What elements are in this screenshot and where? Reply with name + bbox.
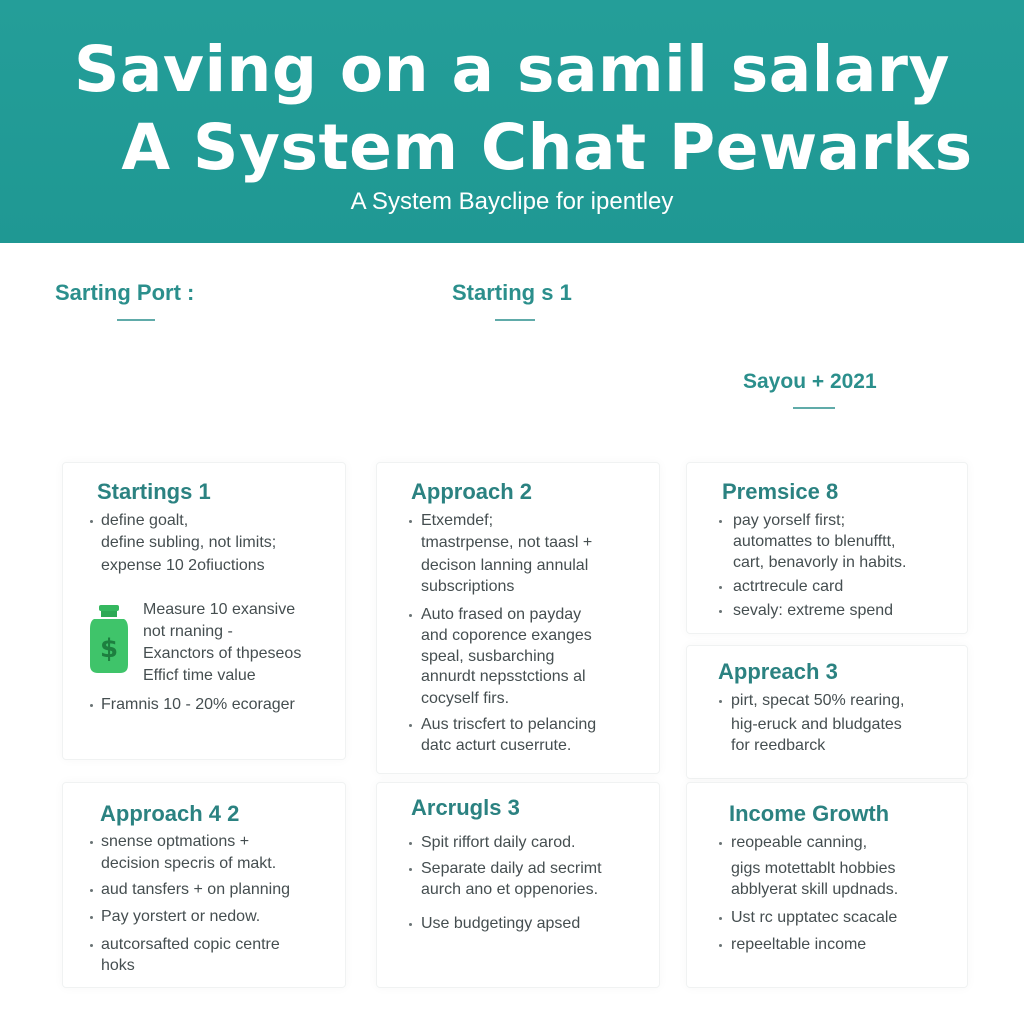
bullet <box>719 917 722 920</box>
page-title-line1: Saving on a samil salary <box>74 33 950 106</box>
card-line: cocyself firs. <box>421 690 510 707</box>
bullet <box>719 842 722 845</box>
card-line: reopeable canning, <box>731 834 868 851</box>
card-line: for reedbarck <box>731 737 826 754</box>
card-line: decison lanning annulal <box>421 557 589 574</box>
card-line: Auto frased on payday <box>421 606 582 623</box>
bullet <box>719 586 722 589</box>
bullet <box>409 842 412 845</box>
section-label-left: Sarting Port : <box>55 280 195 305</box>
card-title: Startings 1 <box>97 479 211 504</box>
card-line: repeeltable income <box>731 936 867 953</box>
bullet <box>90 704 93 707</box>
card-title: Approach 2 <box>411 479 533 504</box>
card-line: cart, benavorly in habits. <box>733 554 907 571</box>
card-title: Arcrugls 3 <box>411 795 520 820</box>
card-line: aurch ano et oppenories. <box>421 881 599 898</box>
card-line: hig-eruck and bludgates <box>731 716 902 733</box>
money-jar-icon <box>86 603 132 675</box>
section-rule-right <box>793 407 835 409</box>
card-line: pirt, specat 50% rearing, <box>731 692 905 709</box>
card-line: decision specris of makt. <box>101 855 277 872</box>
bullet <box>90 889 93 892</box>
card-line: speal, susbarching <box>421 648 555 665</box>
card-line: Ust rc upptatec scacale <box>731 909 898 926</box>
card-line: abblyerat skill updnads. <box>731 881 899 898</box>
card-title: Income Growth <box>729 801 890 826</box>
card-line: Measure 10 exansive <box>143 601 296 618</box>
card-line: subscriptions <box>421 578 515 595</box>
card-line: Pay yorstert or nedow. <box>101 908 261 925</box>
bullet <box>719 700 722 703</box>
card-line: actrtrecule card <box>733 578 844 595</box>
card-line: Framnis 10 - 20% ecorager <box>101 696 295 713</box>
card-line: annurdt nepsstctions al <box>421 668 586 685</box>
card-line: sevaly: extreme spend <box>733 602 894 619</box>
card-line: snense optmations + <box>101 833 250 850</box>
bullet <box>409 614 412 617</box>
card-line: Efficf time value <box>143 667 256 684</box>
bullet <box>719 610 722 613</box>
card-line: expense 10 2ofiuctions <box>101 557 265 574</box>
bullet <box>90 841 93 844</box>
card-line: not rnaning - <box>143 623 233 640</box>
card-line: and coporence exanges <box>421 627 592 644</box>
card-line: pay yorself first; <box>733 512 846 529</box>
card-line: tmastrpense, not taasl + <box>421 534 593 551</box>
bullet <box>90 944 93 947</box>
card-line: define goalt, <box>101 512 189 529</box>
card-line: Exanctors of thpeseos <box>143 645 302 662</box>
card-line: define subling, not limits; <box>101 534 277 551</box>
card-line: aud tansfers + on planning <box>101 881 291 898</box>
card-line: hoks <box>101 957 135 974</box>
header-banner <box>0 0 1024 243</box>
card-title: Approach 4 2 <box>100 801 240 826</box>
card-line: datc acturt cuserrute. <box>421 737 572 754</box>
section-rule-left <box>117 319 155 321</box>
card-title: Premsice 8 <box>722 479 839 504</box>
bullet <box>409 868 412 871</box>
card-line: Spit riffort daily carod. <box>421 834 576 851</box>
svg-text:$: $ <box>99 634 119 664</box>
bullet <box>409 520 412 523</box>
bullet <box>90 916 93 919</box>
bullet <box>719 520 722 523</box>
card-line: automattes to blenufftt, <box>733 533 896 550</box>
section-label-right: Sayou + 2021 <box>743 370 877 393</box>
bullet <box>409 724 412 727</box>
section-label-middle: Starting s 1 <box>452 280 572 305</box>
card-line: Aus triscfert to pelancing <box>421 716 597 733</box>
card-line: autcorsafted copic centre <box>101 936 280 953</box>
page-subtitle: A System Bayclipe for ipentley <box>350 188 674 215</box>
bullet <box>90 520 93 523</box>
card-line: Etxemdef; <box>421 512 494 529</box>
card-line: Use budgetingy apsed <box>421 915 581 932</box>
card-title: Appreach 3 <box>718 659 838 684</box>
bullet <box>719 944 722 947</box>
section-rule-middle <box>495 319 535 321</box>
card-line: gigs motettablt hobbies <box>731 860 896 877</box>
card-line: Separate daily ad secrimt <box>421 860 602 877</box>
bullet <box>409 923 412 926</box>
page-title-line2: A System Chat Pewarks <box>121 111 973 184</box>
